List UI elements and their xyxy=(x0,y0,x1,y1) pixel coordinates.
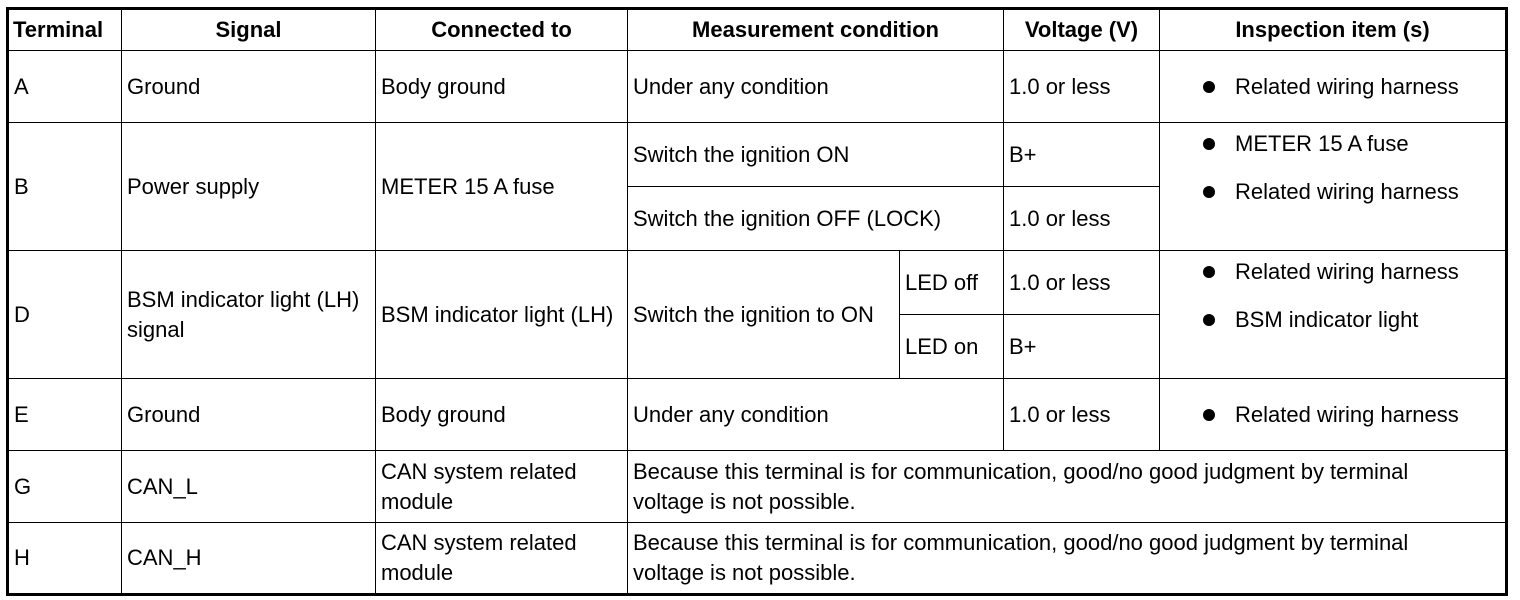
list-item: METER 15 A fuse xyxy=(1165,129,1500,159)
connected-cell: Body ground xyxy=(376,379,628,451)
bullet-icon xyxy=(1203,81,1215,93)
terminal-table xyxy=(6,7,1508,596)
list-item: Related wiring harness xyxy=(1165,72,1500,102)
table-row xyxy=(8,451,1507,523)
voltage-cell: 1.0 or less xyxy=(1004,51,1160,123)
connected-cell: CAN system related module xyxy=(376,523,628,595)
bullet-icon xyxy=(1203,138,1215,150)
header-signal: Signal xyxy=(122,9,376,51)
table-row xyxy=(8,379,1507,451)
connected-cell: Body ground xyxy=(376,51,628,123)
connected-cell: BSM indicator light (LH) xyxy=(376,251,628,379)
list-item: BSM indicator light xyxy=(1165,305,1500,335)
header-condition: Measurement condition xyxy=(628,9,1004,51)
sub-condition-cell: LED off xyxy=(900,251,1004,315)
voltage-cell: 1.0 or less xyxy=(1004,379,1160,451)
bullet-icon xyxy=(1203,266,1215,278)
condition-cell: Under any condition xyxy=(628,51,1004,123)
condition-cell: Under any condition xyxy=(628,379,1004,451)
voltage-cell: 1.0 or less xyxy=(1004,187,1160,251)
bullet-icon xyxy=(1203,409,1215,421)
condition-cell: Switch the ignition ON xyxy=(628,123,1004,187)
terminal-cell: A xyxy=(8,51,122,123)
bullet-icon xyxy=(1203,186,1215,198)
header-connected: Connected to xyxy=(376,9,628,51)
terminal-cell: E xyxy=(8,379,122,451)
list-item: Related wiring harness xyxy=(1165,400,1500,430)
voltage-cell: B+ xyxy=(1004,315,1160,379)
sub-condition-cell: LED on xyxy=(900,315,1004,379)
note-cell: Because this terminal is for communication, good/no good judgment by terminal voltage is not possible. xyxy=(628,523,1507,595)
header-voltage: Voltage (V) xyxy=(1004,9,1160,51)
signal-cell: BSM indicator light (LH) signal xyxy=(122,251,376,379)
inspection-cell xyxy=(1160,251,1507,379)
condition-cell: Switch the ignition OFF (LOCK) xyxy=(628,187,1004,251)
signal-cell: CAN_L xyxy=(122,451,376,523)
voltage-cell: B+ xyxy=(1004,123,1160,187)
connected-cell: CAN system related module xyxy=(376,451,628,523)
inspection-cell xyxy=(1160,51,1507,123)
condition-cell: Switch the ignition to ON xyxy=(628,251,900,379)
header-inspection: Inspection item (s) xyxy=(1160,9,1507,51)
terminal-cell: H xyxy=(8,523,122,595)
header-terminal: Terminal xyxy=(8,9,122,51)
list-item: Related wiring harness xyxy=(1165,257,1500,287)
voltage-cell: 1.0 or less xyxy=(1004,251,1160,315)
list-item: Related wiring harness xyxy=(1165,177,1500,207)
terminal-cell: G xyxy=(8,451,122,523)
inspection-cell xyxy=(1160,123,1507,251)
table-row xyxy=(8,251,1507,315)
table-row xyxy=(8,123,1507,187)
bullet-icon xyxy=(1203,314,1215,326)
table-row xyxy=(8,51,1507,123)
inspection-cell xyxy=(1160,379,1507,451)
note-cell: Because this terminal is for communication, good/no good judgment by terminal voltage is not possible. xyxy=(628,451,1507,523)
signal-cell: Ground xyxy=(122,379,376,451)
terminal-cell: B xyxy=(8,123,122,251)
signal-cell: Ground xyxy=(122,51,376,123)
header-row xyxy=(8,9,1507,51)
signal-cell: Power supply xyxy=(122,123,376,251)
connected-cell: METER 15 A fuse xyxy=(376,123,628,251)
table-row xyxy=(8,523,1507,595)
signal-cell: CAN_H xyxy=(122,523,376,595)
terminal-cell: D xyxy=(8,251,122,379)
